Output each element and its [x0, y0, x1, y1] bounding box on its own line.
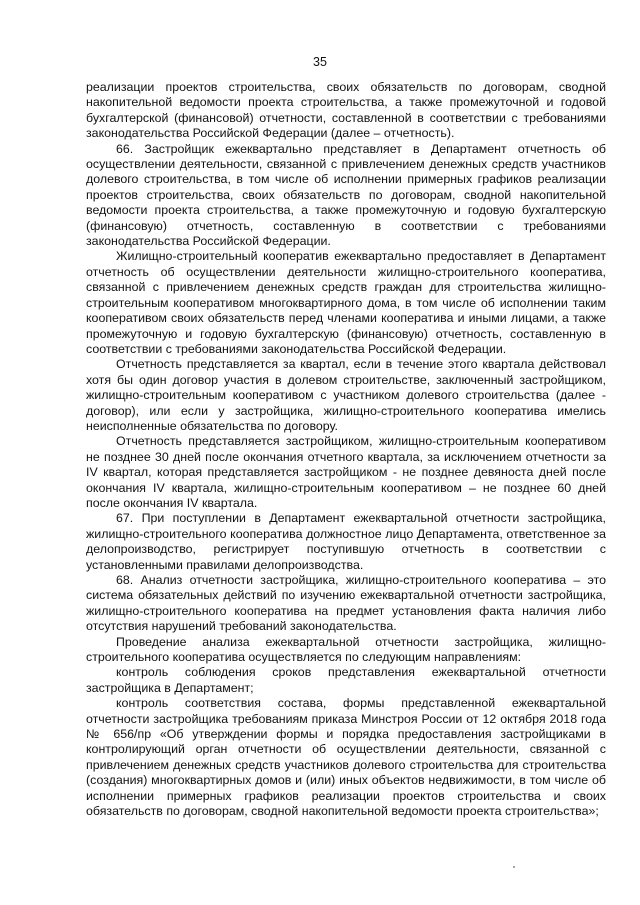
paragraph-67: 67. При поступлении в Департамент ежеквартальной отчетности застройщика, жилищно-строительного кооператива должностное лицо Департамента, ответственное за делопроизводство, регистрирует поступившую отчетность в соответствии с установленными правилами делопроизводства.: [86, 511, 606, 572]
paragraph-66: 66. Застройщик ежеквартально представляет в Департамент отчетность об осуществлении деятельности, связанной с привлечением денежных средств участников долевого строительства, в том числе об исполнении примерных графиков реализации проектов строительства, своих обязательств по договорам, сводной накопительной ведомости проекта строительства, а также промежуточную и годовую бухгалтерскую (финансовую) отчетность, составленную в соответствии с требованиями законодательства Российской Федерации.: [86, 141, 606, 249]
page-number: 35: [313, 55, 327, 69]
paragraph-cooperative-reporting: Жилищно-строительный кооператив ежеквартально предоставляет в Департамент отчетность об осуществлении деятельности жилищно-строительного кооператива, связанной с привлечением денежных средств граждан для строительства жилищно-строительным кооперативом многоквартирного дома, в том числе об исполнении таким кооперативом своих обязательств перед членами кооператива и иными лицами, а также промежуточную и годовую бухгалтерскую (финансовую) отчетность, составленную в соответствии с требованиями законодательства Российской Федерации.: [86, 249, 606, 356]
paragraph-reporting-period: Отчетность представляется за квартал, если в течение этого квартала действовал хотя бы один договор участия в долевом строительстве, заключенный застройщиком, жилищно-строительным кооперативом с участником долевого строительства (далее - договор), или если у застройщика, жилищно-строительного кооператива имелись неисполненные обязательства по договору.: [86, 357, 606, 433]
scan-speck: [513, 866, 515, 868]
paragraph-reporting-deadline: Отчетность представляется застройщиком, жилищно-строительным кооперативом не позднее 30 дней после окончания отчетного квартала, за исключением отчетности за IV квартал, которая представляется застройщиком - не позднее девяноста дней после окончания IV квартала, жилищно-строительным кооперативом – не позднее 60 дней после окончания IV квартала.: [86, 434, 606, 510]
paragraph-continuation: реализации проектов строительства, своих обязательств по договорам, сводной накопительной ведомости проекта строительства, а также промежуточной и годовой бухгалтерской (финансовой) отчетности, составленной в соответствии с требованиями законодательства Российской Федерации (далее – отчетность).: [86, 80, 606, 141]
list-item-deadline-control: контроль соблюдения сроков представления ежеквартальной отчетности застройщика в Департамент;: [86, 665, 606, 695]
list-item-form-control: контроль соответствия состава, формы представленной ежеквартальной отчетности застройщика требованиям приказа Минстроя России от 12 октября 2018 года № 656/пр «Об утверждении формы и порядка предоставления застройщиками в контролирующий орган отчетности об осуществлении деятельности, связанной с привлечением денежных средств участников долевого строительства для строительства (создания) многоквартирных домов и (или) иных объектов недвижимости, в том числе об исполнении примерных графиков реализации проектов строительства и своих обязательств по договорам, сводной накопительной ведомости проекта строительства»;: [86, 696, 606, 819]
paragraph-analysis-directions: Проведение анализа ежеквартальной отчетности застройщика, жилищно-строительного кооператива осуществляется по следующим направлениям:: [86, 634, 606, 665]
document-body: [86, 80, 606, 820]
paragraph-68: 68. Анализ отчетности застройщика, жилищно-строительного кооператива – это система обязательных действий по изучению ежеквартальной отчетности застройщика, жилищно-строительного кооператива на предмет установления факта наличия либо отсутствия нарушений требований законодательства.: [86, 573, 606, 634]
